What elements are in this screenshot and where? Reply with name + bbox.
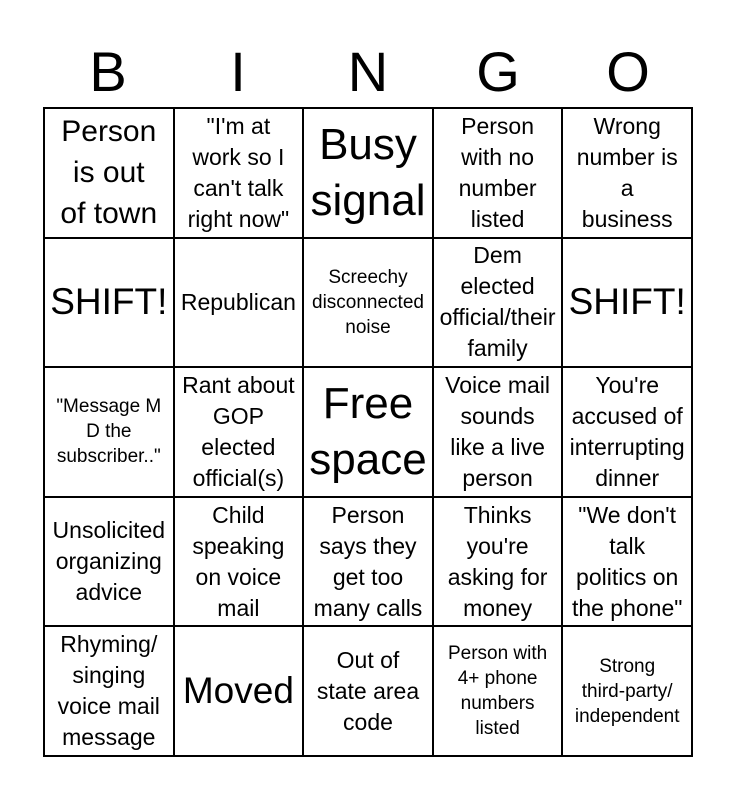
header-letter-b: B xyxy=(89,40,127,103)
header-letter-o: O xyxy=(606,40,650,103)
bingo-card-grid xyxy=(43,107,693,757)
bingo-cell[interactable]: Wrong number is a business xyxy=(562,108,692,238)
bingo-cell[interactable]: Dem elected official/their family xyxy=(433,238,563,368)
header-letter-i: I xyxy=(230,40,246,103)
bingo-cell[interactable]: Republican xyxy=(174,238,304,368)
bingo-cell[interactable]: Person is out of town xyxy=(44,108,174,238)
bingo-cell[interactable]: Rhyming/ singing voice mail message xyxy=(44,626,174,756)
bingo-cell[interactable]: Thinks you're asking for money xyxy=(433,497,563,627)
bingo-cell[interactable]: Free space xyxy=(303,367,433,497)
bingo-header xyxy=(43,38,693,106)
bingo-cell[interactable]: Child speaking on voice mail xyxy=(174,497,304,627)
bingo-cell[interactable]: Moved xyxy=(174,626,304,756)
bingo-cell[interactable]: Strong third-party/ independent xyxy=(562,626,692,756)
bingo-cell[interactable]: Out of state area code xyxy=(303,626,433,756)
bingo-cell[interactable]: Person with no number listed xyxy=(433,108,563,238)
bingo-cell[interactable]: Person says they get too many calls xyxy=(303,497,433,627)
header-letter-g: G xyxy=(476,40,520,103)
bingo-cell[interactable]: Screechy disconnected noise xyxy=(303,238,433,368)
bingo-cell[interactable]: Voice mail sounds like a live person xyxy=(433,367,563,497)
bingo-cell[interactable]: SHIFT! xyxy=(44,238,174,368)
bingo-cell[interactable]: "I'm at work so I can't talk right now" xyxy=(174,108,304,238)
bingo-cell[interactable]: SHIFT! xyxy=(562,238,692,368)
bingo-cell[interactable]: Unsolicited organizing advice xyxy=(44,497,174,627)
bingo-cell[interactable]: "We don't talk politics on the phone" xyxy=(562,497,692,627)
bingo-cell[interactable]: Rant about GOP elected official(s) xyxy=(174,367,304,497)
bingo-cell[interactable]: Person with 4+ phone numbers listed xyxy=(433,626,563,756)
bingo-cell[interactable]: "Message M D the subscriber.." xyxy=(44,367,174,497)
header-letter-n: N xyxy=(347,40,389,103)
bingo-cell[interactable]: Busy signal xyxy=(303,108,433,238)
bingo-cell[interactable]: You're accused of interrupting dinner xyxy=(562,367,692,497)
